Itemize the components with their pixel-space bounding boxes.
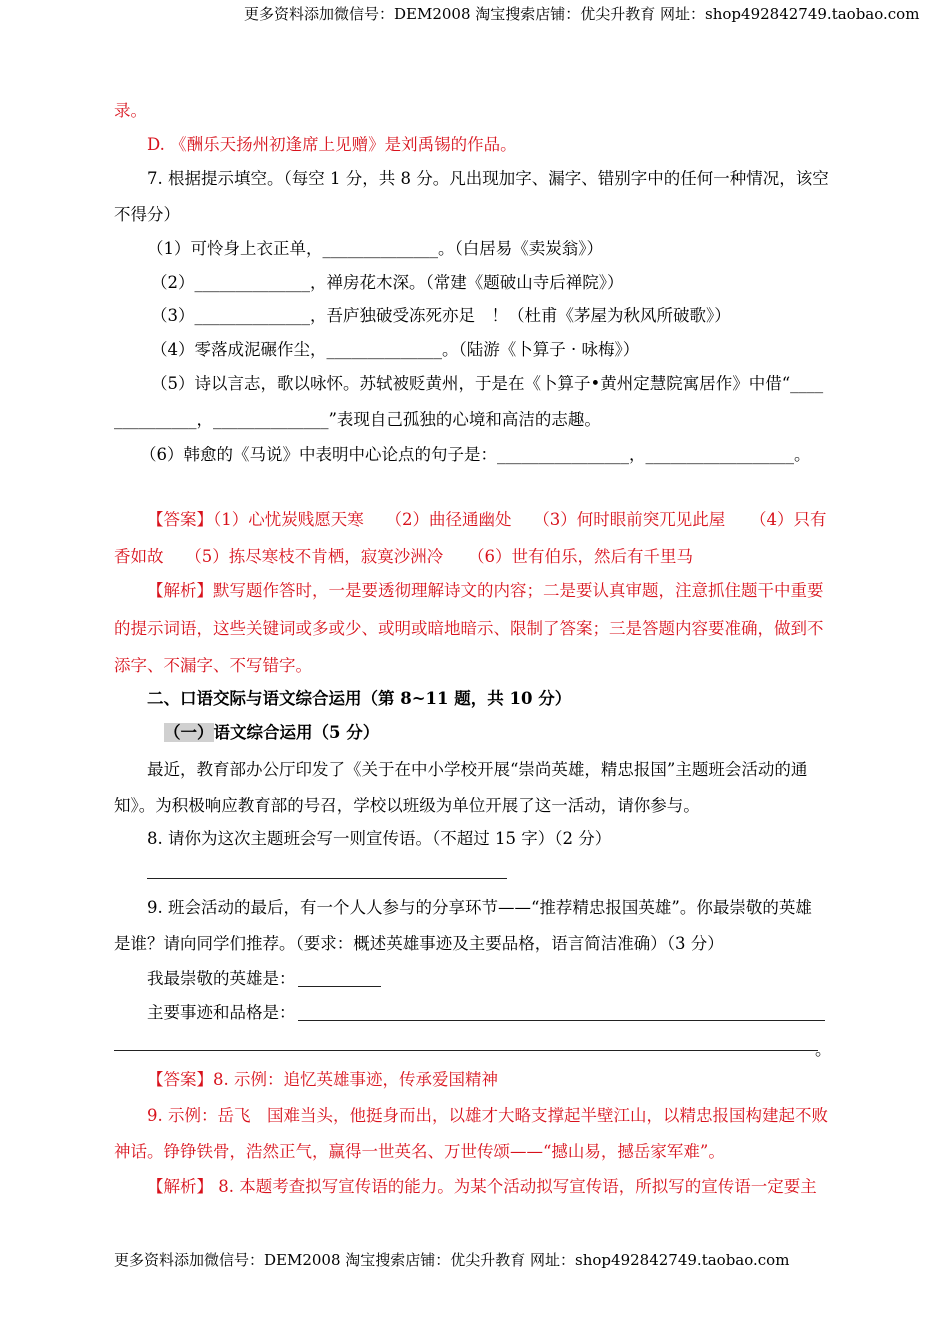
- q9-prompt-line-1: 9. 班会活动的最后，有一个人人参与的分享环节——“推荐精忠报国英雄”。你最崇敬的英雄: [147, 898, 812, 917]
- q8-analysis-line-1: 【解析】 8. 本题考查拟写宣传语的能力。为某个活动拟写宣传语，所拟写的宣传语一定要主: [147, 1177, 817, 1196]
- q6-tail: 录。: [114, 101, 147, 120]
- q7-item-4: （4）零落成泥碾作尘，______________。（陆游《卜算子 · 咏梅》）: [151, 340, 640, 359]
- page-footer: 更多资料添加微信号：DEM2008 淘宝搜索店铺：优尖升教育 网址：shop492842749.taobao.com: [114, 1251, 790, 1269]
- deeds-answer-line-2: [114, 1050, 818, 1051]
- q7-item-6: （6）韩愈的《马说》中表明中心论点的句子是：________________，__________________。: [140, 445, 811, 464]
- q7-analysis-line-2: 的提示词语，这些关键词或多或少、或明或暗地暗示、限制了答案；三是答题内容要准确，做到不: [114, 619, 824, 638]
- q8-q9-answer-line-2: 9. 示例：岳飞 国难当头，他挺身而出，以雄才大略支撑起半壁江山，以精忠报国构建起不败: [147, 1106, 828, 1125]
- subtitle-marker: （一）: [164, 723, 214, 742]
- activity-intro-line-1: 最近，教育部办公厅印发了《关于在中小学校开展“崇尚英雄，精忠报国”主题班会活动的通: [147, 760, 808, 779]
- q7-analysis-line-1: 【解析】默写题作答时，一是要透彻理解诗文的内容；二是要认真审题，注意抓住题干中重要: [147, 581, 824, 600]
- page-header: 更多资料添加微信号：DEM2008 淘宝搜索店铺：优尖升教育 网址：shop492842749.taobao.com: [244, 5, 920, 23]
- hero-label: 我最崇敬的英雄是：: [147, 969, 296, 988]
- q7-answer-line-2: 香如故 （5）拣尽寒枝不肯栖，寂寞沙洲冷 （6）世有伯乐，然后有千里马: [114, 547, 693, 566]
- q7-stem-line-1: 7. 根据提示填空。（每空 1 分，共 8 分。凡出现加字、漏字、错别字中的任何一种情况，该空: [147, 169, 829, 188]
- q8-answer-line: [147, 878, 507, 879]
- q7-item-2: （2）______________，禅房花木深。（常建《题破山寺后禅院》）: [151, 273, 624, 292]
- q9-prompt-line-2: 是谁？请向同学们推荐。（要求：概述英雄事迹及主要品格，语言简洁准确）（3 分）: [114, 934, 724, 953]
- q8-prompt: 8. 请你为这次主题班会写一则宣传语。（不超过 15 字）（2 分）: [147, 829, 612, 848]
- hero-answer-line: [298, 986, 381, 987]
- q7-item-5-line-1: （5）诗以言志，歌以咏怀。苏轼被贬黄州，于是在《卜算子•黄州定慧院寓居作》中借“____: [151, 374, 824, 393]
- section-2-title: 二、口语交际与语文综合运用（第 8~11 题，共 10 分）: [147, 689, 572, 708]
- q7-stem-line-2: 不得分）: [114, 205, 180, 224]
- activity-intro-line-2: 知》。为积极响应教育部的号召，学校以班级为单位开展了这一活动，请你参与。: [114, 796, 700, 815]
- deeds-end-mark: 。: [815, 1040, 832, 1059]
- q7-item-3: （3）______________，吾庐独破受冻死亦足 ！（杜甫《茅屋为秋风所破歌》）: [151, 306, 731, 325]
- q7-answer-line-1: 【答案】（1）心忧炭贱愿天寒 （2）曲径通幽处 （3）何时眼前突兀见此屋 （4）只有: [147, 510, 827, 529]
- q7-item-1: （1）可怜身上衣正单，______________。（白居易《卖炭翁》）: [147, 239, 603, 258]
- q6-option-d: D. 《酬乐天扬州初逢席上见赠》是刘禹锡的作品。: [147, 135, 517, 154]
- q7-analysis-line-3: 添字、不漏字、不写错字。: [114, 656, 312, 675]
- deeds-answer-line-1: [298, 1020, 825, 1021]
- q7-item-5-line-2: __________，______________”表现自己孤独的心境和高洁的志趣。: [114, 410, 601, 429]
- q8-q9-answer-line-3: 神话。铮铮铁骨，浩然正气，赢得一世英名、万世传颂——“撼山易，撼岳家军难”。: [114, 1142, 725, 1161]
- q8-q9-answer-line-1: 【答案】8. 示例：追忆英雄事迹，传承爱国精神: [147, 1070, 498, 1089]
- section-2-subtitle: [164, 722, 379, 744]
- deeds-label: 主要事迹和品格是：: [147, 1003, 296, 1022]
- subtitle-text: 语文综合运用（5 分）: [213, 723, 380, 742]
